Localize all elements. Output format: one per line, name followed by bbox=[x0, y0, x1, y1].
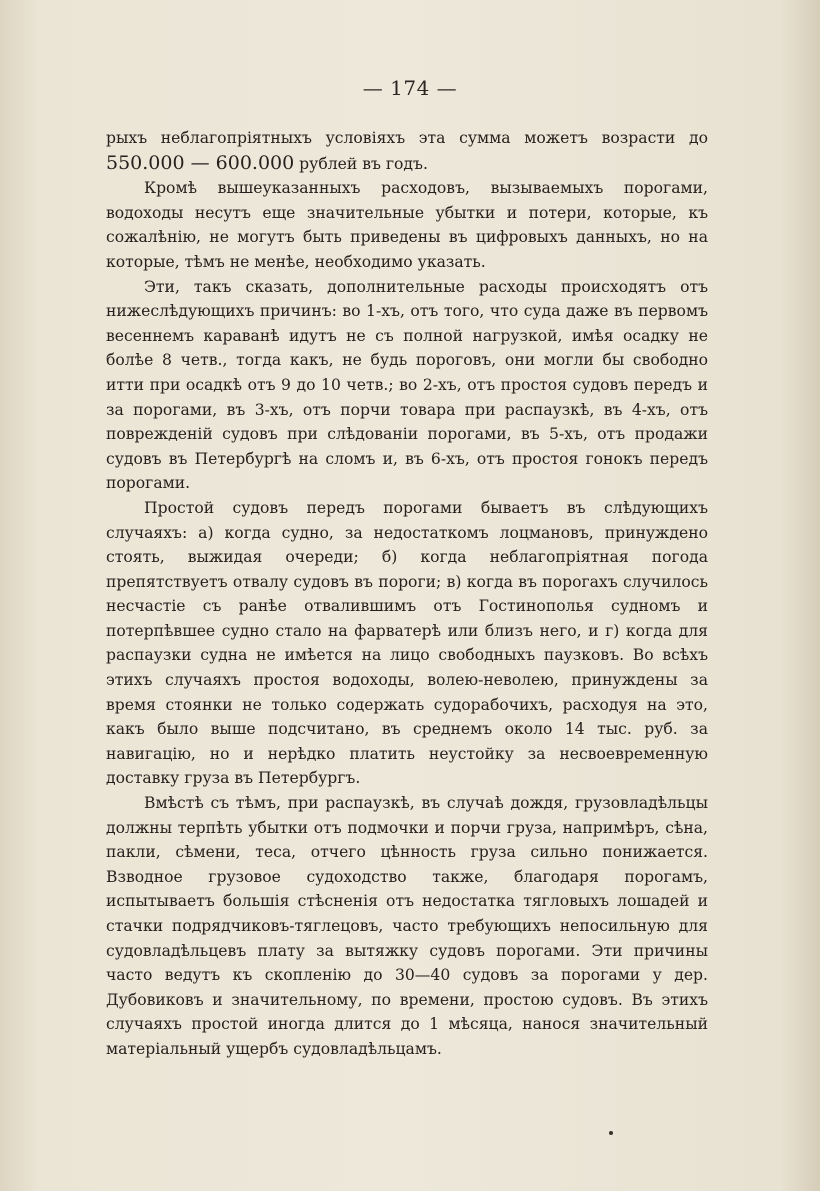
paragraph-1 bbox=[106, 126, 708, 176]
paragraph-1-tail: рублей въ годъ. bbox=[294, 154, 428, 173]
amount-range: 550.000 — 600.000 bbox=[106, 151, 295, 174]
paragraph-5: Вмѣстѣ съ тѣмъ, при распаузкѣ, въ случаѣ дождя, грузовладѣльцы должны терпѣть убытки отъ подмочки и порчи груза, напримѣръ, сѣна, пакли, сѣмени, теса, отчего цѣнность груза сильно понижается. Взводное грузовое судоходство также, благодаря порогамъ, испытываетъ большія стѣсненія отъ недостатка тягловыхъ лошадей и стачки подрядчиковъ-тяглецовъ, часто требующихъ непосильную для судовладѣльцевъ плату за вытяжку судовъ порогами. Эти причины часто ведутъ къ скопленію до 30—40 судовъ за порогами у дер. Дубовиковъ и значительному, по времени, простою судовъ. Въ этихъ случаяхъ простой иногда длится до 1 мѣсяца, нанося значительный матеріальный ущербъ судовладѣльцамъ. bbox=[106, 794, 708, 1058]
page-number: — 174 — bbox=[362, 76, 458, 100]
paragraph-1-text: рыхъ неблагопріятныхъ условіяхъ эта сумма можетъ возрасти до bbox=[106, 129, 708, 147]
page-body bbox=[106, 126, 708, 1062]
paragraph-2: Кромѣ вышеуказанныхъ расходовъ, вызываемыхъ порогами, водоходы несутъ еще значительные убытки и потери, которые, къ сожалѣнію, не могутъ быть приведены въ цифровыхъ данныхъ, но на которые, тѣмъ не менѣе, необходимо указать. bbox=[106, 179, 708, 271]
ink-speck bbox=[609, 1131, 613, 1135]
paragraph-3: Эти, такъ сказать, дополнительные расходы происходятъ отъ нижеслѣдующихъ причинъ: во 1-хъ, отъ того, что суда даже въ первомъ весеннемъ караванѣ идутъ не съ полной нагрузкой, имѣя осадку не болѣе 8 четв., тогда какъ, не будь пороговъ, они могли бы свободно итти при осадкѣ отъ 9 до 10 четв.; во 2-хъ, отъ простоя судовъ передъ и за порогами, въ 3-хъ, отъ порчи товара при распаузкѣ, въ 4-хъ, отъ поврежденій судовъ при слѣдованіи порогами, въ 5-хъ, отъ продажи судовъ въ Петербургѣ на сломъ и, въ 6-хъ, отъ простоя гонокъ передъ порогами. bbox=[106, 277, 708, 493]
paragraph-4: Простой судовъ передъ порогами бываетъ въ слѣдующихъ случаяхъ: а) когда судно, за недостаткомъ лоцмановъ, принуждено стоять, выжидая очереди; б) когда неблагопріятная погода препятствуетъ отвалу судовъ въ пороги; в) когда въ порогахъ случилось несчастіе съ ранѣе отвалившимъ отъ Гостинополья судномъ и потерпѣвшее судно стало на фарватерѣ или близъ него, и г) когда для распаузки судна не имѣется на лицо свободныхъ паузковъ. Во всѣхъ этихъ случаяхъ простоя водоходы, волею-неволею, принуждены за время стоянки не только содержать судорабочихъ, расходуя на это, какъ было выше подсчитано, въ среднемъ около 14 тыс. руб. за навигацію, но и нерѣдко платить неустойку за несвоевременную доставку груза въ Петербургъ. bbox=[106, 498, 708, 788]
